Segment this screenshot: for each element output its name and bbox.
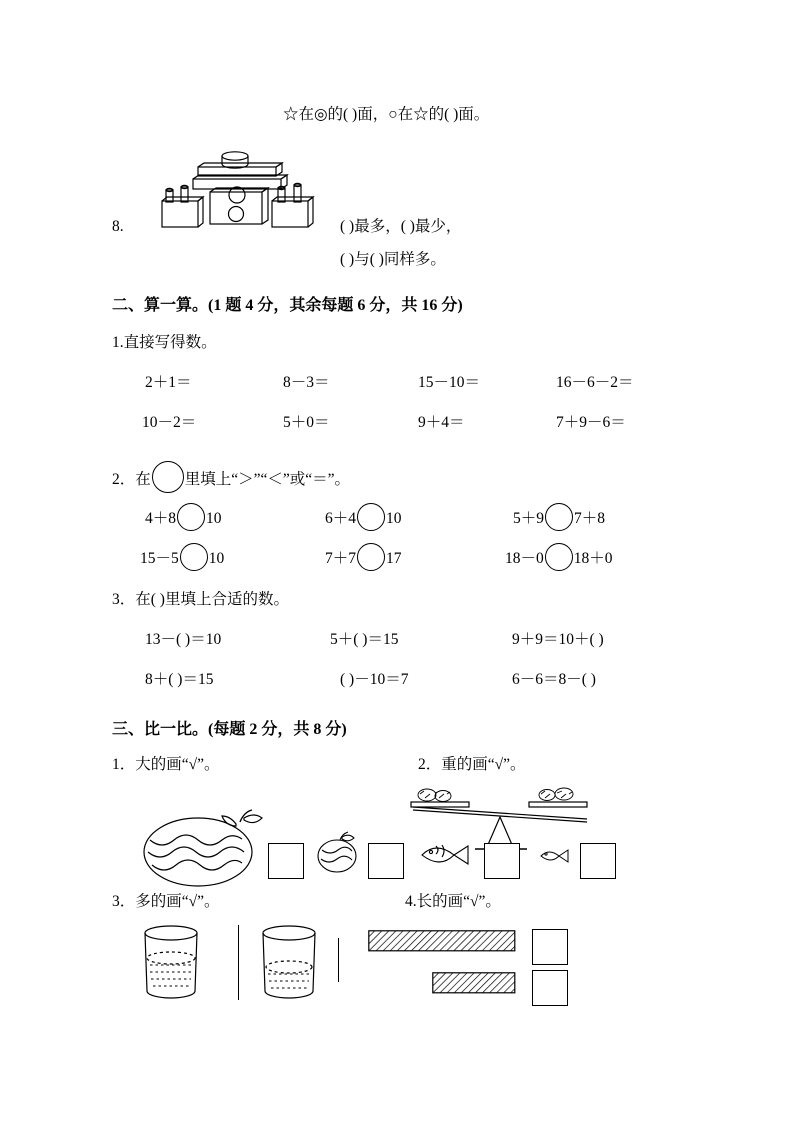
answer-box-long-bar[interactable] xyxy=(532,929,568,965)
compare-circle[interactable] xyxy=(545,543,573,571)
cup-right-figure xyxy=(258,925,320,1000)
problem-8-line-2: ( )与( )同样多。 xyxy=(340,251,446,268)
q2-r1-c1-left: 6＋4 xyxy=(325,510,357,527)
compare-circle[interactable] xyxy=(357,503,385,531)
q2-r1-c1-right: 10 xyxy=(386,510,402,527)
watermelon-figure xyxy=(140,800,270,895)
section3-q3-label: 3．多的画“√”。 xyxy=(112,893,220,910)
q2-row1-item-0 xyxy=(145,503,222,531)
answer-box-small-fish[interactable] xyxy=(580,843,616,879)
problem-8-number: 8. xyxy=(112,218,124,235)
section2-q2-label xyxy=(112,461,350,493)
q2-label-suffix: 里填上“＞”“＜”或“＝”。 xyxy=(184,471,351,488)
compare-circle[interactable] xyxy=(545,503,573,531)
small-fish-figure xyxy=(538,845,572,867)
problem-7-line: ☆在◎的( )面，○在☆的( )面。 xyxy=(283,106,490,123)
section3-q4-label: 4.长的画“√”。 xyxy=(405,893,501,910)
cup-divider-line xyxy=(238,925,239,1000)
q3-row2-item-2: 6－6＝8－( ) xyxy=(512,671,596,688)
q2-r1-c0-right: 10 xyxy=(206,510,222,527)
compare-circle[interactable] xyxy=(357,543,385,571)
big-fish-figure xyxy=(418,838,474,872)
compare-circle[interactable] xyxy=(180,543,208,571)
q2-row2-item-1 xyxy=(325,543,402,571)
q3-row2-item-0: 8＋( )＝15 xyxy=(145,671,214,688)
q2-label-prefix: 2．在 xyxy=(112,471,151,488)
problem-8-line-1: ( )最多，( )最少， xyxy=(340,218,462,235)
q3-row1-item-1: 5＋( )＝15 xyxy=(330,631,399,648)
q2-row2-item-0 xyxy=(140,543,224,571)
section3-q2-label: 2．重的画“√”。 xyxy=(418,756,526,773)
q1-row1-item-3: 16－6－2＝ xyxy=(556,374,634,391)
short-bar-figure xyxy=(432,972,516,994)
q2-row1-item-2 xyxy=(513,503,605,531)
q1-row1-item-1: 8－3＝ xyxy=(283,374,330,391)
answer-box-big-watermelon[interactable] xyxy=(268,843,304,879)
q2-r2-c0-right: 10 xyxy=(208,550,225,567)
answer-box-small-fruit[interactable] xyxy=(368,843,404,879)
q1-row2-item-0: 10－2＝ xyxy=(142,414,197,431)
section-2-heading: 二、算一算。(1 题 4 分，其余每题 6 分，共 16 分) xyxy=(112,297,463,314)
answer-box-short-bar[interactable] xyxy=(532,970,568,1006)
q2-r1-c0-left: 4＋8 xyxy=(145,510,177,527)
section-3-heading: 三、比一比。(每题 2 分，共 8 分) xyxy=(112,721,347,738)
q1-row2-item-3: 7＋9－6＝ xyxy=(556,414,626,431)
cup-left-figure xyxy=(140,925,202,1000)
q2-r2-c2-right: 18＋0 xyxy=(573,550,613,567)
q2-row1-item-1 xyxy=(325,503,402,531)
q1-row2-item-2: 9＋4＝ xyxy=(418,414,465,431)
building-blocks-figure xyxy=(140,148,340,238)
compare-circle[interactable] xyxy=(177,503,205,531)
q1-row1-item-0: 2＋1＝ xyxy=(145,374,192,391)
q2-r1-c2-left: 5＋9 xyxy=(513,510,545,527)
q1-row2-item-1: 5＋0＝ xyxy=(283,414,330,431)
section2-q1-label: 1.直接写得数。 xyxy=(112,334,217,351)
q3-row1-item-2: 9＋9＝10＋( ) xyxy=(512,631,604,648)
q2-row2-item-2 xyxy=(505,543,613,571)
section3-q1-label: 1．大的画“√”。 xyxy=(112,756,220,773)
q3-row2-item-1: ( )－10＝7 xyxy=(340,671,409,688)
q3-row1-item-0: 13－( )＝10 xyxy=(145,631,222,648)
q1-row1-item-2: 15－10＝ xyxy=(418,374,481,391)
section2-q3-label: 3．在( )里填上合适的数。 xyxy=(112,591,289,608)
q2-label-circle xyxy=(152,461,184,493)
q2-r2-c2-left: 18－0 xyxy=(505,550,544,567)
q2-r1-c2-right: 7＋8 xyxy=(574,510,606,527)
section-divider-tick xyxy=(338,938,339,982)
long-bar-figure xyxy=(368,930,516,952)
q2-r2-c1-left: 7＋7 xyxy=(325,550,357,567)
small-fruit-figure xyxy=(312,828,364,878)
q2-r2-c1-right: 17 xyxy=(386,550,402,567)
q2-r2-c0-left: 15－5 xyxy=(140,550,179,567)
answer-box-big-fish[interactable] xyxy=(484,843,520,879)
